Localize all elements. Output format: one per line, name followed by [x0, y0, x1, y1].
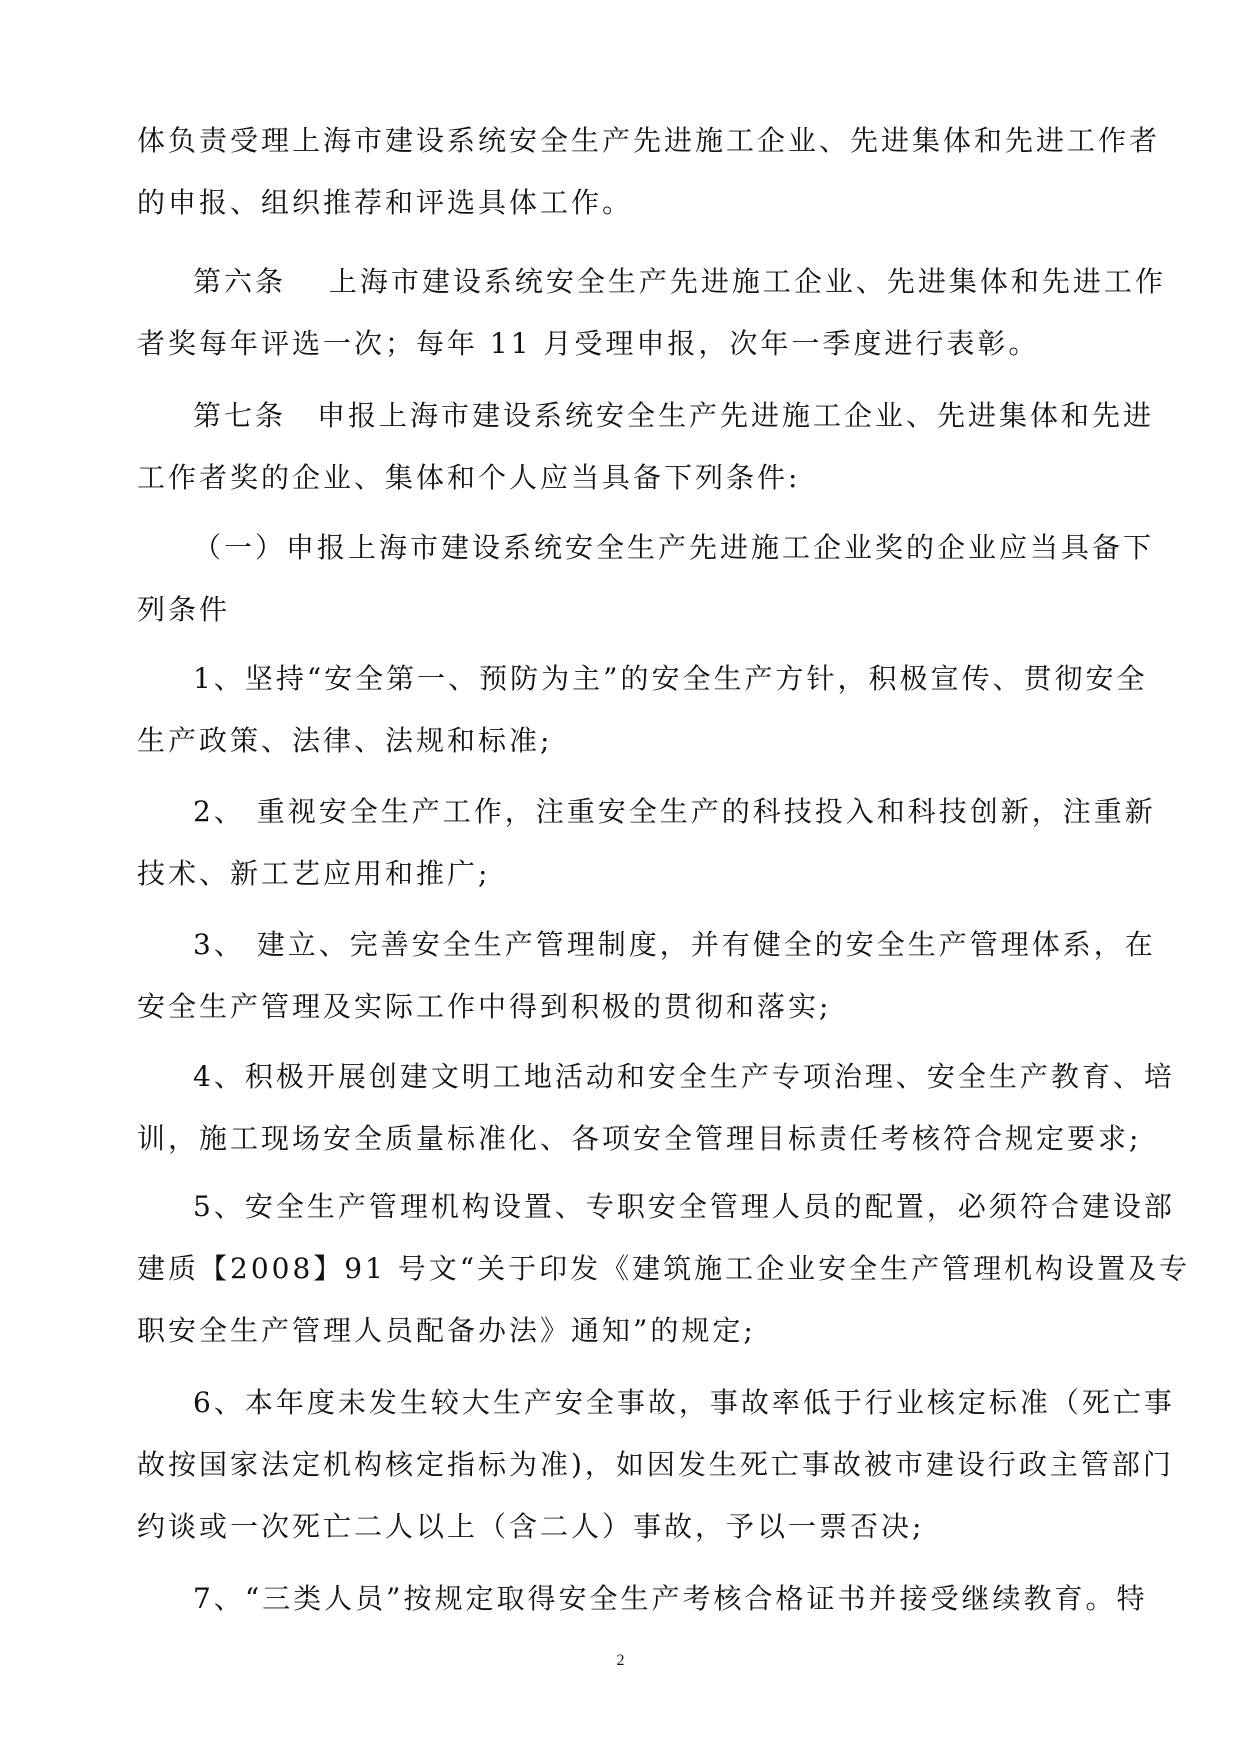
- text-line: 安全生产管理及实际工作中得到积极的贯彻和落实;: [137, 990, 832, 1023]
- item-6: [137, 1372, 1175, 1558]
- text-line: 约谈或一次死亡二人以上（含二人）事故，予以一票否决;: [137, 1510, 925, 1543]
- text-line: 5、安全生产管理机构设置、专职安全管理人员的配置，必须符合建设部: [193, 1190, 1175, 1223]
- text-line: （一）申报上海市建设系统安全生产先进施工企业奖的企业应当具备下: [193, 531, 1155, 564]
- paragraph-continuation: [137, 110, 1161, 234]
- text-line: 7、“三类人员”按规定取得安全生产考核合格证书并接受继续教育。特: [193, 1582, 1148, 1615]
- article-7: [137, 385, 1155, 509]
- item-4: [137, 1046, 1175, 1170]
- item-3: [137, 914, 1156, 1038]
- text-line: 建质【2008】91 号文“关于印发《建筑施工企业安全生产管理机构设置及专: [137, 1252, 1191, 1285]
- item-2: [137, 781, 1156, 905]
- clause-1: [137, 517, 1155, 641]
- text-line: 职安全生产管理人员配备办法》通知”的规定;: [137, 1314, 756, 1347]
- text-line: 训，施工现场安全质量标准化、各项安全管理目标责任考核符合规定要求;: [137, 1122, 1142, 1155]
- text-line: 4、积极开展创建文明工地活动和安全生产专项治理、安全生产教育、培: [193, 1060, 1175, 1093]
- text-line: 技术、新工艺应用和推广;: [137, 857, 491, 890]
- text-line: 列条件: [137, 593, 231, 626]
- text-line: 生产政策、法律、法规和标准;: [137, 724, 553, 757]
- text-line: 6、本年度未发生较大生产安全事故，事故率低于行业核定标准（死亡事: [193, 1386, 1175, 1419]
- article-6: [137, 251, 1166, 375]
- page-number: 2: [616, 1652, 625, 1669]
- text-line: 工作者奖的企业、集体和个人应当具备下列条件:: [137, 461, 801, 494]
- text-line: 3、 建立、完善安全生产管理制度，并有健全的安全生产管理体系，在: [193, 928, 1156, 961]
- text-line: 的申报、组织推荐和评选具体工作。: [137, 186, 634, 219]
- item-1: [137, 648, 1148, 772]
- text-line: 故按国家法定机构核定指标为准)，如因发生死亡事故被市建设行政主管部门: [137, 1448, 1174, 1481]
- text-line: 第七条 申报上海市建设系统安全生产先进施工企业、先进集体和先进: [193, 399, 1155, 432]
- text-line: 者奖每年评选一次；每年 11 月受理申报，次年一季度进行表彰。: [137, 327, 1040, 360]
- text-line: 第六条 上海市建设系统安全生产先进施工企业、先进集体和先进工作: [193, 265, 1166, 298]
- text-line: 2、 重视安全生产工作，注重安全生产的科技投入和科技创新，注重新: [193, 795, 1156, 828]
- item-7: [137, 1568, 1148, 1630]
- text-line: 1、坚持“安全第一、预防为主”的安全生产方针，积极宣传、贯彻安全: [193, 662, 1148, 695]
- text-line: 体负责受理上海市建设系统安全生产先进施工企业、先进集体和先进工作者: [137, 124, 1161, 157]
- item-5: [137, 1176, 1191, 1362]
